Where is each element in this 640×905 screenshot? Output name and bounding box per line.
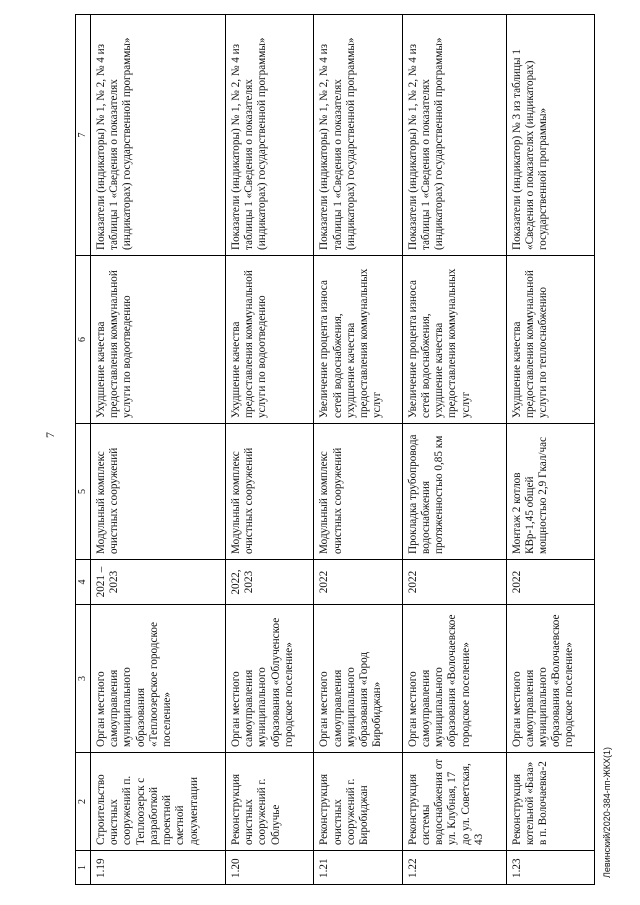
header-cell: 7 — [76, 15, 91, 256]
indicator-link: Показатели (индикаторы) № 1, № 2, № 4 из таблицы 1 «Сведения о показателях (индикаторах) государственной программы» — [91, 15, 226, 256]
responsible-organ: Орган местного самоуправления муниципального образования «Город Биробиджан» — [314, 605, 402, 753]
measure-name: Реконструкция котельной «База» в п. Волочаевка-2 — [506, 753, 594, 851]
measure-name: Реконструкция очистных сооружений г. Биробиджан — [314, 753, 402, 851]
header-cell: 1 — [76, 851, 91, 885]
header-cell: 2 — [76, 753, 91, 851]
header-cell: 5 — [76, 424, 91, 560]
implementation-years: 2022 — [506, 560, 594, 605]
expected-result: Прокладка трубопровода водоснабжения протяженностью 0,85 км — [402, 424, 506, 560]
table-row — [506, 15, 594, 885]
implementation-years: 2022, 2023 — [226, 560, 314, 605]
responsible-organ: Орган местного самоуправления муниципального образования «Теплоозерское городское поселение» — [91, 605, 226, 753]
implementation-years: 2022 — [402, 560, 506, 605]
responsible-organ: Орган местного самоуправления муниципального образования «Облученское городское поселение» — [226, 605, 314, 753]
row-number: 1.19 — [91, 851, 226, 885]
consequence: Увеличение процента износа сетей водоснабжения, ухудшение качества предоставления коммунальных услуг — [402, 256, 506, 424]
responsible-organ: Орган местного самоуправления муниципального образования «Волочаевское городское поселение» — [402, 605, 506, 753]
indicator-link: Показатели (индикаторы) № 1, № 2, № 4 из таблицы 1 «Сведения о показателях (индикаторах) государственной программы» — [226, 15, 314, 256]
table-row — [226, 15, 314, 885]
implementation-years: 2021 – 2023 — [91, 560, 226, 605]
header-cell: 3 — [76, 605, 91, 753]
measure-name: Реконструкция системы водоснабжения от ул. Клубная, 17 до ул. Советская, 43 — [402, 753, 506, 851]
table-row — [91, 15, 226, 885]
consequence: Ухудшение качества предоставления коммунальной услуги по водоотведению — [91, 256, 226, 424]
header-cell: 4 — [76, 560, 91, 605]
expected-result: Модульный комплекс очистных сооружений — [91, 424, 226, 560]
document-footer: Левинский/2020-384-пп-ЖКХ(1) — [602, 746, 612, 878]
table-row — [402, 15, 506, 885]
header-row — [76, 15, 91, 885]
row-number: 1.23 — [506, 851, 594, 885]
expected-result: Модульный комплекс очистных сооружений — [226, 424, 314, 560]
indicator-link: Показатели (индикаторы) № 1, № 2, № 4 из таблицы 1 «Сведения о показателях (индикаторах) государственной программы» — [314, 15, 402, 256]
row-number: 1.22 — [402, 851, 506, 885]
measure-name: Строительство очистных сооружений п. Теплоозерск с разработкой проектной сметной документации — [91, 753, 226, 851]
consequence: Ухудшение качества предоставления коммунальной услуги по теплоснабжению — [506, 256, 594, 424]
expected-result: Монтаж 2 котлов КВр-1,45 общей мощностью 2,9 Гкал/час — [506, 424, 594, 560]
indicator-link: Показатели (индикаторы) № 1, № 2, № 4 из таблицы 1 «Сведения о показателях (индикаторах) государственной программы» — [402, 15, 506, 256]
measures-table — [75, 14, 595, 885]
implementation-years: 2022 — [314, 560, 402, 605]
consequence: Увеличение процента износа сетей водоснабжения, ухудшение качества предоставления коммунальных услуг — [314, 256, 402, 424]
consequence: Ухудшение качества предоставления коммунальной услуги по водоотведению — [226, 256, 314, 424]
row-number: 1.21 — [314, 851, 402, 885]
table-row — [314, 15, 402, 885]
row-number: 1.20 — [226, 851, 314, 885]
expected-result: Модульный комплекс очистных сооружений — [314, 424, 402, 560]
indicator-link: Показатели (индикатор) № 3 из таблицы 1 «Сведения о показателях (индикаторах) государственной программы» — [506, 15, 594, 256]
page-number: 7 — [43, 432, 57, 438]
rotated-table-container — [75, 15, 595, 885]
responsible-organ: Орган местного самоуправления муниципального образования «Волочаевское городское поселение» — [506, 605, 594, 753]
measure-name: Реконструкция очистных сооружений г. Облучье — [226, 753, 314, 851]
header-cell: 6 — [76, 256, 91, 424]
